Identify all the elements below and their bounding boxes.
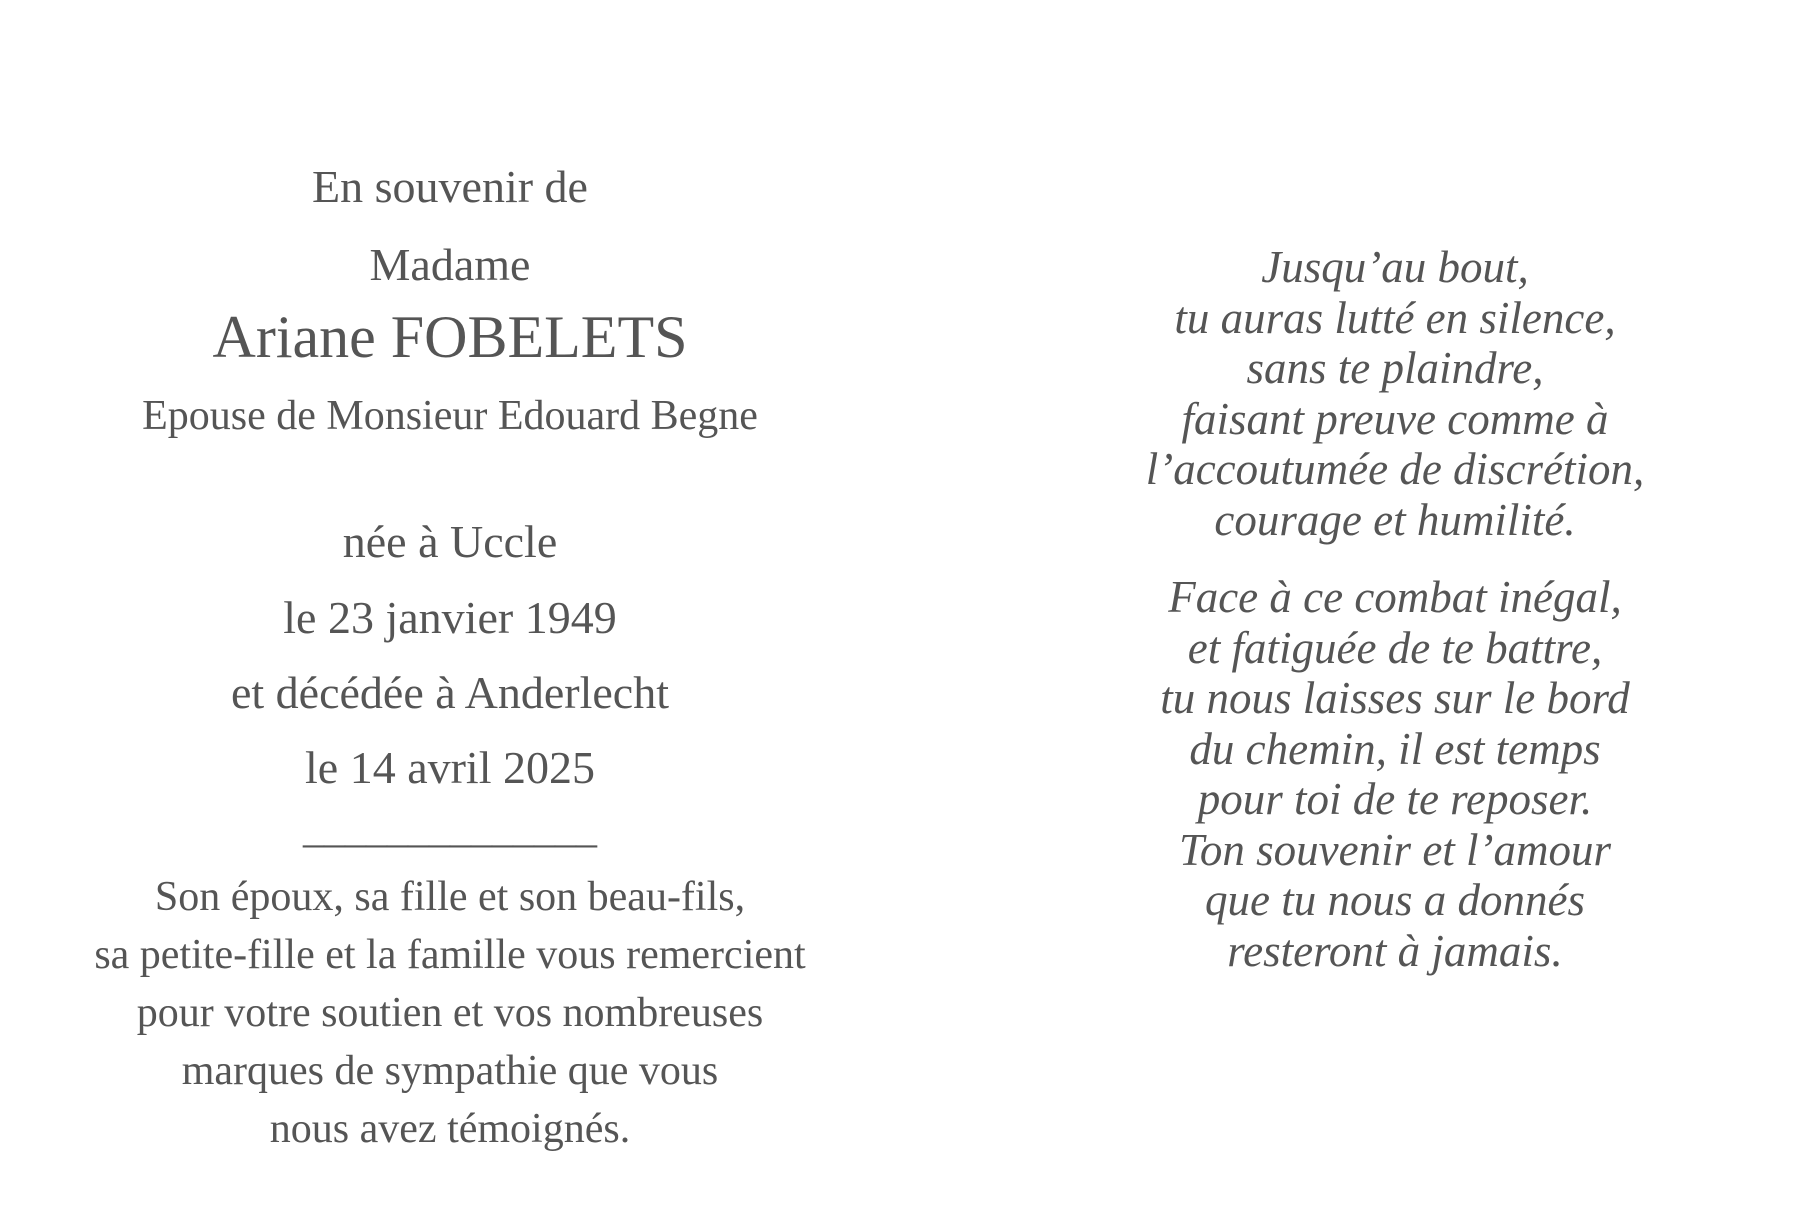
- souvenir-heading: En souvenir de: [312, 161, 588, 212]
- poem-line: tu auras lutté en silence,: [1174, 292, 1616, 343]
- poem-line: faisant preuve comme à: [1181, 393, 1609, 444]
- separator-line: ______________: [303, 806, 597, 852]
- birth-place: née à Uccle: [342, 516, 558, 567]
- poem-line: pour toi de te reposer.: [1197, 774, 1593, 824]
- thanks-line: marques de sympathie que vous: [181, 1048, 719, 1094]
- poem-line: resteront à jamais.: [1227, 925, 1563, 976]
- spouse-line: Epouse de Monsieur Edouard Begne: [142, 393, 758, 439]
- poem-line: et fatiguée de te battre,: [1187, 622, 1603, 673]
- thanks-line: pour votre soutien et vos nombreuses: [136, 990, 764, 1036]
- thanks-line: Son époux, sa fille et son beau-fils,: [154, 874, 746, 920]
- poem-line: que tu nous a donnés: [1205, 875, 1585, 925]
- poem-line: l’accoutumée de discrétion,: [1145, 444, 1645, 494]
- right-panel: [1020, 0, 1770, 1205]
- death-place: et décédée à Anderlecht: [230, 667, 669, 718]
- poem-line: Jusqu’au bout,: [1261, 242, 1529, 292]
- poem-line: Face à ce combat inégal,: [1168, 572, 1622, 622]
- deceased-name: Ariane FOBELETS: [212, 304, 688, 370]
- poem-line: tu nous laisses sur le bord: [1160, 673, 1630, 723]
- poem-line: sans te plaindre,: [1246, 343, 1544, 393]
- poem-line: courage et humilité.: [1214, 494, 1576, 545]
- poem-line: du chemin, il est temps: [1189, 723, 1601, 774]
- poem-stanza-1: [1020, 242, 1770, 545]
- thanks-line: nous avez témoignés.: [269, 1106, 631, 1152]
- death-date: le 14 avril 2025: [305, 742, 595, 793]
- birth-date: le 23 janvier 1949: [283, 592, 617, 643]
- left-panel: [0, 0, 900, 1205]
- poem-line: Ton souvenir et l’amour: [1178, 824, 1612, 875]
- poem-stanza-2: [1020, 572, 1770, 976]
- thanks-line: sa petite-fille et la famille vous remercient: [94, 932, 806, 978]
- thanks-paragraph: [0, 868, 900, 1158]
- honorific-title: Madame: [369, 239, 531, 290]
